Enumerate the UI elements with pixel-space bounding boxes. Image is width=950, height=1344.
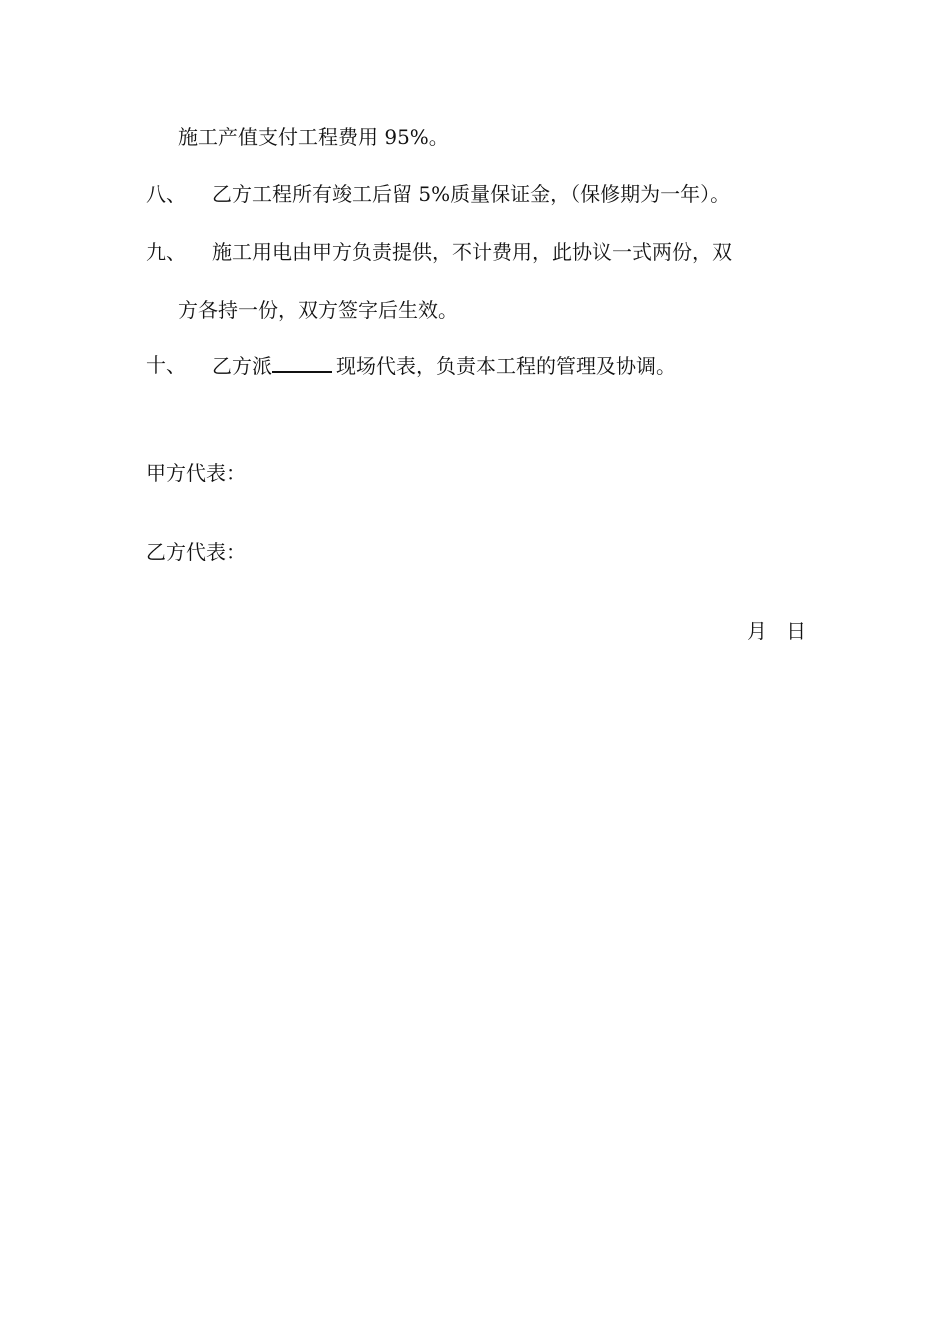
clause-9-text: 施工用电由甲方负责提供，不计费用，此协议一式两份，双 [212,240,732,264]
clause-8-number: 八、 [146,182,186,206]
continuation-line: 施工产值支付工程费用 95%。 [178,125,449,149]
clause-10-number: 十、 [146,353,186,377]
clause-10-text [212,353,676,378]
clause-9-continuation: 方各持一份，双方签字后生效。 [178,298,458,322]
fill-in-blank [272,353,332,373]
clause-9-number: 九、 [146,240,186,264]
clause-8-text: 乙方工程所有竣工后留 5%质量保证金，（保修期为一年）。 [212,182,731,206]
party-a-signature-label: 甲方代表： [146,461,246,485]
date-line: 月 日 [747,619,807,643]
party-b-signature-label: 乙方代表： [146,540,246,564]
clause-10-text-after-blank: 现场代表，负责本工程的管理及协调。 [336,354,676,378]
clause-10-text-before-blank: 乙方派 [212,354,272,378]
